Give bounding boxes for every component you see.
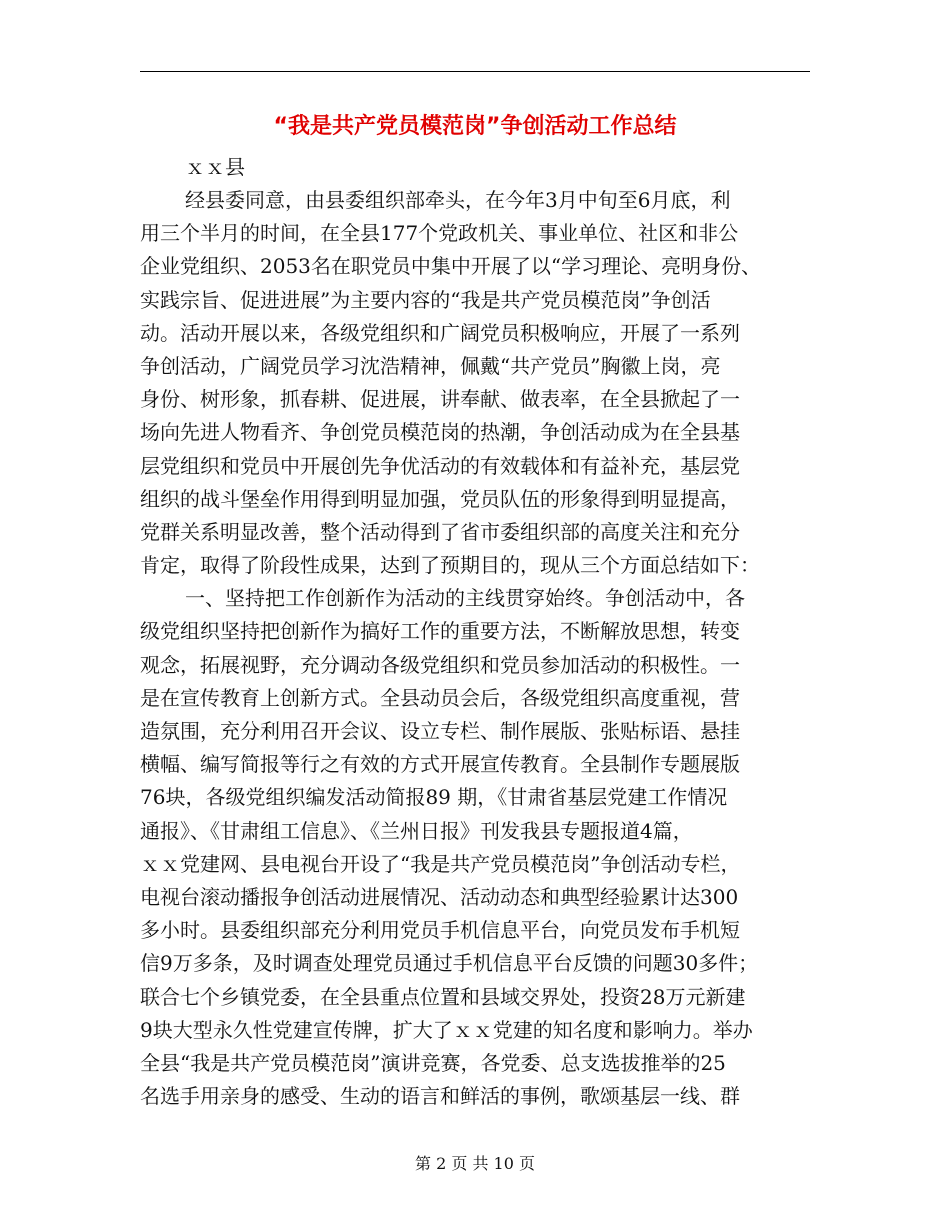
body-line: 通报》、《甘肃组工信息》、《兰州日报》刊发我县专题报道4篇， [140, 818, 693, 843]
body-line: 级党组织坚持把创新作为搞好工作的重要方法，不断解放思想，转变 [140, 619, 740, 644]
body-line: 信9万多条，及时调查处理党员通过手机信息平台反馈的问题30多件； [140, 951, 759, 976]
body-line: 联合七个乡镇党委，在全县重点位置和县域交界处，投资28万元新建 [140, 984, 746, 1009]
body-line: 肯定，取得了阶段性成果，达到了预期目的，现从三个方面总结如下： [140, 553, 760, 578]
body-line: 实践宗旨、促进进展”为主要内容的“我是共产党员模范岗”争创活 [140, 287, 711, 312]
author-line: ｘｘ县 [185, 155, 245, 179]
document-body [140, 184, 812, 1113]
body-line: 横幅、编写简报等行之有效的方式开展宣传教育。全县制作专题展版 [140, 752, 740, 777]
body-line: 一、坚持把工作创新作为活动的主线贯穿始终。争创活动中，各 [185, 586, 745, 611]
body-line: 组织的战斗堡垒作用得到明显加强，党员队伍的形象得到明显提高， [140, 486, 740, 511]
body-line: 名选手用亲身的感受、生动的语言和鲜活的事例，歌颂基层一线、群 [140, 1084, 740, 1109]
body-line: 多小时。县委组织部充分利用党员手机信息平台，向党员发布手机短 [140, 918, 740, 943]
page-number: 第 2 页 共 10 页 [415, 1154, 535, 1173]
body-line: ｘｘ党建网、县电视台开设了“我是共产党员模范岗”争创活动专栏， [140, 851, 741, 876]
body-line: 76块，各级党组织编发活动简报89 期，《甘肃省基层党建工作情况 [140, 785, 728, 810]
body-line: 身份、树形象，抓春耕、促进展，讲奉献、做表率，在全县掀起了一 [140, 387, 740, 412]
body-line: 企业党组织、2053名在职党员中集中开展了以“学习理论、亮明身份、 [140, 254, 762, 279]
body-line: 经县委同意，由县委组织部牵头，在今年3月中旬至6月底，利 [185, 188, 731, 212]
document-title: “我是共产党员模范岗”争创活动工作总结 [273, 114, 677, 139]
body-line: 场向先进人物看齐、争创党员模范岗的热潮，争创活动成为在全县基 [140, 420, 740, 445]
body-line: 争创活动，广阔党员学习沈浩精神，佩戴“共产党员”胸徽上岗，亮 [140, 353, 721, 378]
body-line: 动。活动开展以来，各级党组织和广阔党员积极响应，开展了一系列 [140, 320, 740, 345]
body-line: 用三个半月的时间，在全县177个党政机关、事业单位、社区和非公 [140, 221, 739, 246]
body-line: 观念，拓展视野，充分调动各级党组织和党员参加活动的积极性。一 [140, 652, 740, 677]
body-line: 党群关系明显改善，整个活动得到了省市委组织部的高度关注和充分 [140, 519, 740, 544]
header-rule [140, 71, 810, 72]
body-line: 造氛围，充分利用召开会议、设立专栏、制作展版、张贴标语、悬挂 [140, 719, 740, 743]
body-line: 9块大型永久性党建宣传牌，扩大了ｘｘ党建的知名度和影响力。举办 [140, 1017, 753, 1042]
body-line: 是在宣传教育上创新方式。全县动员会后，各级党组织高度重视，营 [140, 685, 740, 710]
body-line: 全县“我是共产党员模范岗”演讲竞赛，各党委、总支选拔推举的25 [140, 1050, 726, 1075]
body-line: 层党组织和党员中开展创先争优活动的有效载体和有益补充，基层党 [140, 453, 740, 478]
body-line: 电视台滚动播报争创活动进展情况、活动动态和典型经验累计达300 [140, 884, 739, 909]
